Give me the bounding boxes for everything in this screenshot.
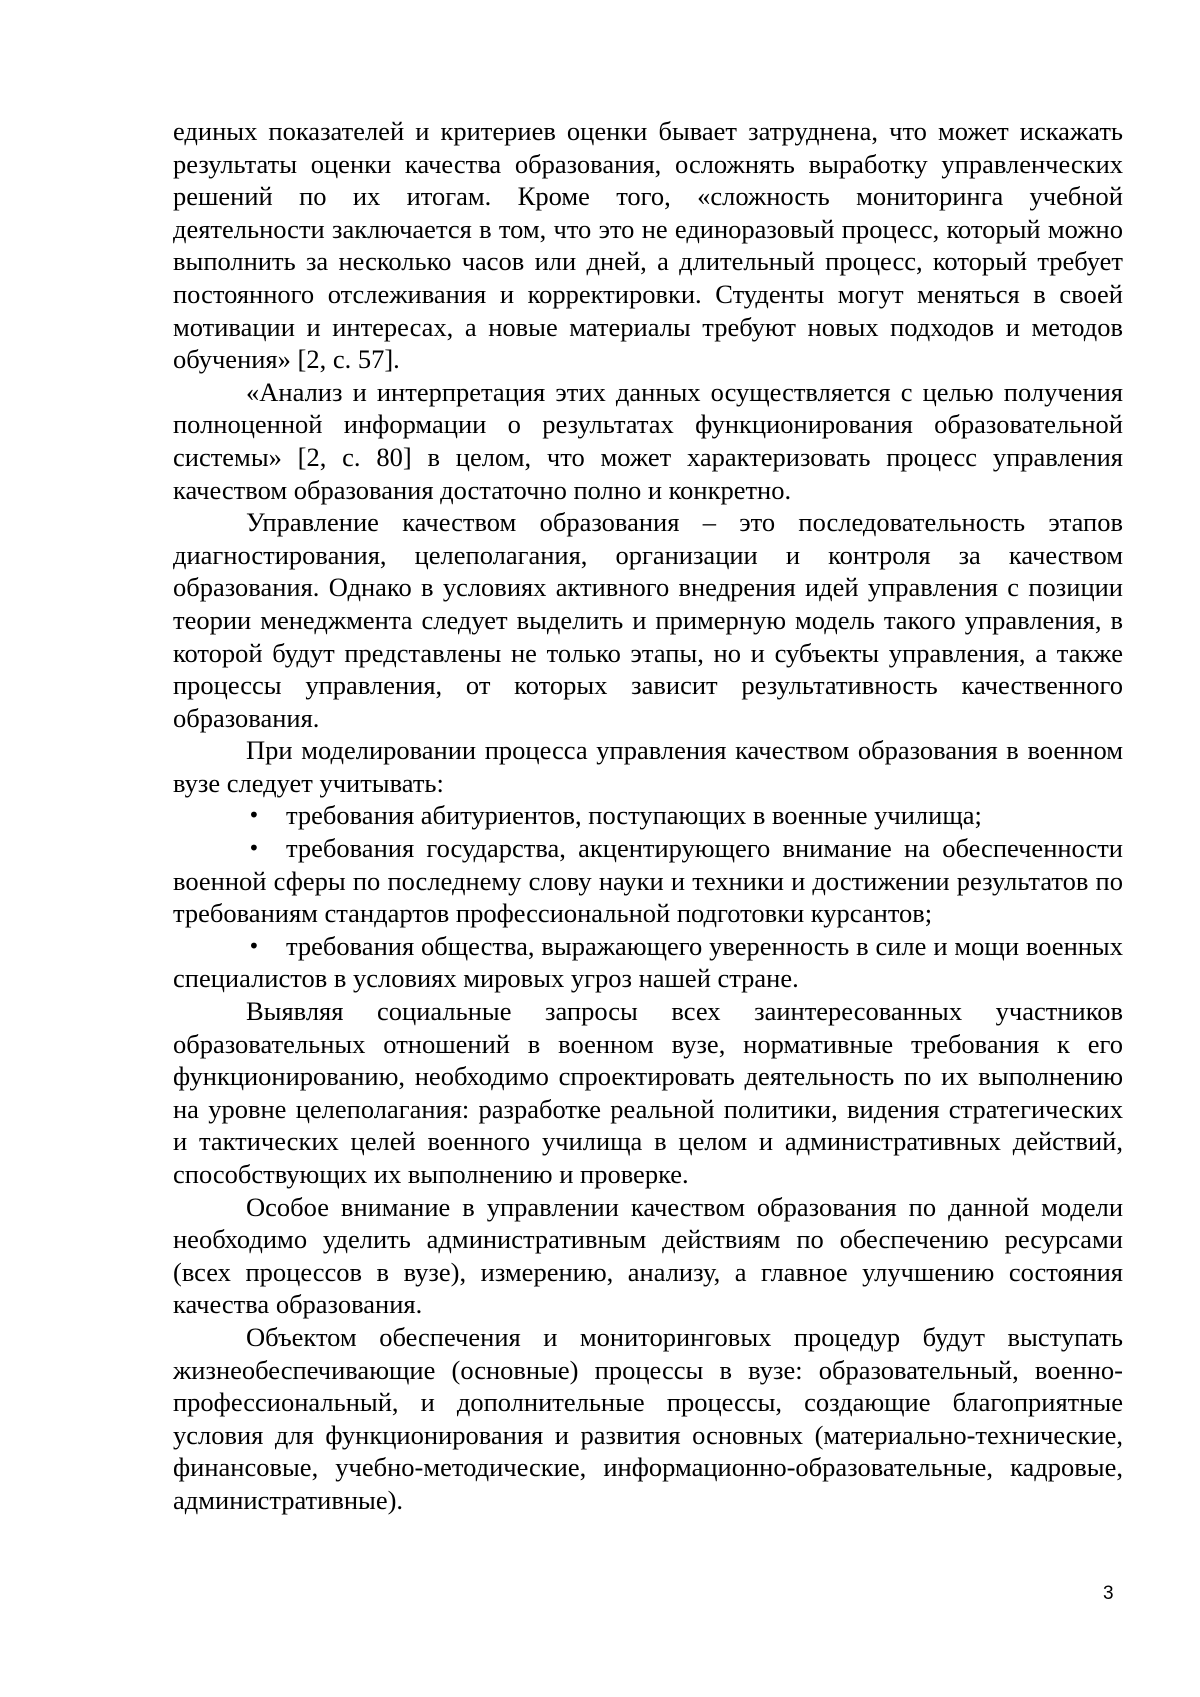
paragraph-social-requests: Выявляя социальные запросы всех заинтересованных участников образовательных отношений в военном вузе, нормативные требования к его функционированию, необходимо спроектировать деятельность по их выполнению на уровне целеполагания: разработке реальной политики, видения стратегических и тактических целей военного училища в целом и административных действий, способствующих их выполнению и проверке.: [173, 995, 1123, 1191]
document-page: [0, 0, 1200, 1697]
bullet-text: требования общества, выражающего уверенность в силе и мощи военных специалистов в условиях мировых угроз нашей стране.: [173, 931, 1123, 994]
paragraph-objects: Объектом обеспечения и мониторинговых процедур будут выступать жизнеобеспечивающие (основные) процессы в вузе: образовательный, военно-профессиональный, и дополнительные процессы, создающие благоприятные условия для функционирования и развития основных (материально-технические, финансовые, учебно-методические, информационно-образовательные, кадровые, административные).: [173, 1321, 1123, 1517]
bullet-text: требования государства, акцентирующего внимание на обеспеченности военной сферы по последнему слову науки и техники и достижении результатов по требованиям стандартов профессиональной подготовки курсантов;: [173, 833, 1123, 928]
bullet-item: [173, 930, 1123, 995]
paragraph-modeling-intro: При моделировании процесса управления качеством образования в военном вузе следует учитывать:: [173, 734, 1123, 799]
bullet-item: [173, 832, 1123, 930]
paragraph-special-attention: Особое внимание в управлении качеством образования по данной модели необходимо уделить административным действиям по обеспечению ресурсами (всех процессов в вузе), измерению, анализу, а главное улучшению состояния качества образования.: [173, 1191, 1123, 1321]
bullet-text: требования абитуриентов, поступающих в военные училища;: [286, 800, 982, 830]
bullet-item: [173, 799, 1123, 832]
page-number: 3: [1103, 1583, 1114, 1605]
bullet-icon: •: [248, 930, 260, 963]
paragraph-analysis: «Анализ и интерпретация этих данных осуществляется с целью получения полноценной информации о результатах функционирования образовательной системы» [2, с. 80] в целом, что может характеризовать процесс управления качеством образования достаточно полно и конкретно.: [173, 376, 1123, 506]
paragraph-quality-management: Управление качеством образования – это последовательность этапов диагностирования, целеполагания, организации и контроля за качеством образования. Однако в условиях активного внедрения идей управления с позиции теории менеджмента следует выделить и примерную модель такого управления, в которой будут представлены не только этапы, но и субъекты управления, а также процессы управления, от которых зависит результативность качественного образования.: [173, 506, 1123, 734]
page-body: [173, 115, 1123, 1517]
bullet-icon: •: [248, 832, 260, 865]
bullet-icon: •: [248, 799, 260, 832]
paragraph-continuation: единых показателей и критериев оценки бывает затруднена, что может искажать результаты оценки качества образования, осложнять выработку управленческих решений по их итогам. Кроме того, «сложность мониторинга учебной деятельности заключается в том, что это не единоразовый процесс, который можно выполнить за несколько часов или дней, а длительный процесс, который требует постоянного отслеживания и корректировки. Студенты могут меняться в своей мотивации и интересах, а новые материалы требуют новых подходов и методов обучения» [2, с. 57].: [173, 115, 1123, 376]
